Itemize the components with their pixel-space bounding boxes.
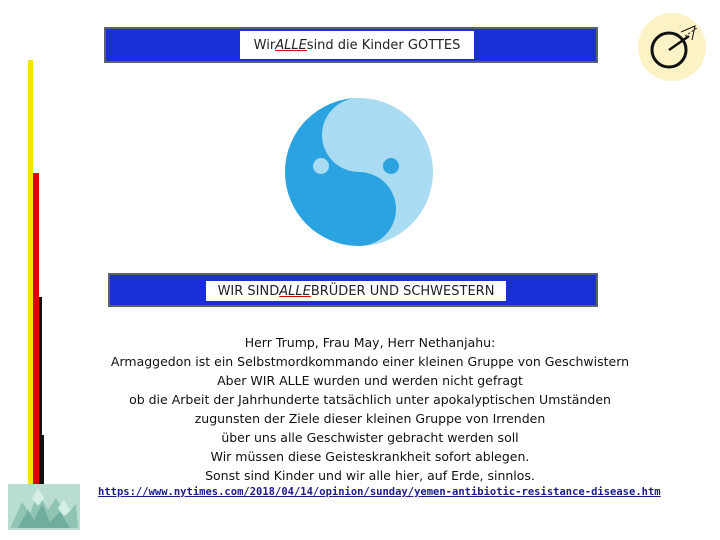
middle-banner-emphasis: ALLE	[279, 283, 311, 299]
middle-banner-label	[206, 281, 506, 301]
message-line: Sonst sind Kinder und wir alle hier, auf Erde, sinnlos.	[205, 468, 535, 483]
message-line: Wir müssen diese Geisteskrankheit sofort ablegen.	[210, 449, 530, 464]
top-banner	[104, 27, 598, 63]
top-banner-emphasis: ALLE	[275, 37, 307, 53]
message-line: Aber WIR ALLE wurden und werden nicht gefragt	[217, 373, 523, 388]
middle-banner-text-start: WIR SIND	[217, 283, 280, 299]
nytimes-link[interactable]: https://www.nytimes.com/2018/04/14/opinion/sunday/yemen-antibiotic-resistance-disease.htm	[98, 486, 661, 498]
message-line: zugunsten der Ziele dieser kleinen Gruppe von Irrenden	[194, 411, 546, 426]
clock-icon[interactable]	[637, 12, 707, 82]
black-vertical-bar-bottom	[39, 435, 44, 485]
message-block	[80, 333, 660, 485]
message-line: Herr Trump, Frau May, Herr Nethanjahu:	[244, 335, 496, 350]
top-banner-label	[240, 31, 474, 59]
yin-yang-icon	[283, 96, 435, 248]
message-line: ob die Arbeit der Jahrhunderte tatsächlich unter apokalyptischen Umständen	[129, 392, 611, 407]
message-line: Armaggedon ist ein Selbstmordkommando einer kleinen Gruppe von Geschwistern	[110, 354, 630, 369]
top-banner-text-start: Wir	[253, 37, 276, 53]
crystal-thumbnail	[8, 484, 80, 530]
middle-banner	[108, 273, 598, 307]
top-banner-text-end: sind die Kinder GOTTES	[306, 37, 461, 53]
middle-banner-text-end: BRÜDER UND SCHWESTERN	[310, 283, 495, 299]
message-line: über uns alle Geschwister gebracht werden soll	[221, 430, 519, 445]
